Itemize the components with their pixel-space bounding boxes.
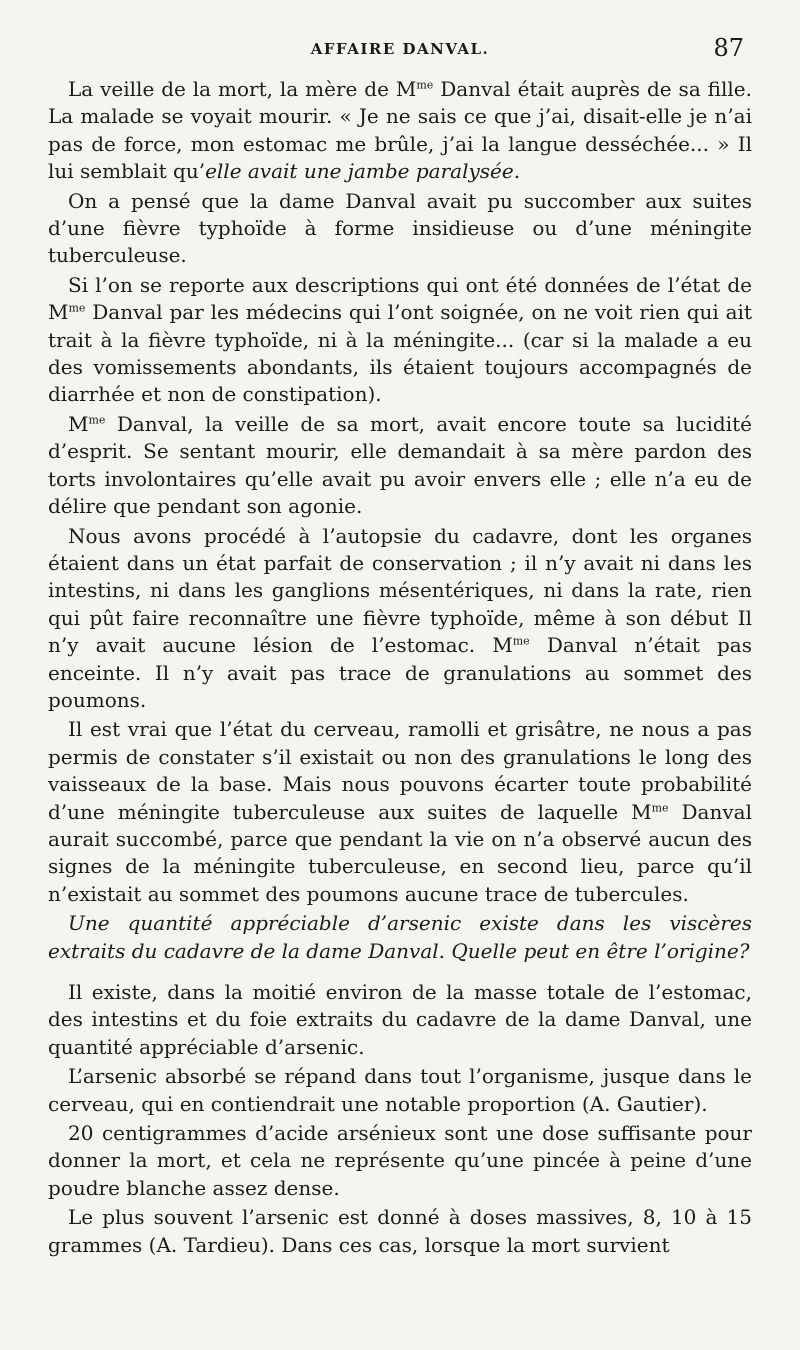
paragraph <box>48 188 752 270</box>
paragraph <box>48 76 752 186</box>
paragraph <box>48 272 752 409</box>
text-run: Danval, la veille de sa mort, avait encore toute sa lucidité d’esprit. Se sentant mourir, elle demandait à sa mère pardon des torts involontaires qu’elle avait pu avoir envers elle ; elle n’a eu de délire que pendant son agonie. <box>48 411 752 519</box>
superscript: me <box>88 413 106 427</box>
text-run: Nous avons procédé à l’autopsie du cadavre, dont les organes étaient dans un état parfait de conservation ; il n’y avait ni dans les intestins, ni dans les ganglions mésentériques, ni dans la rate, rien qui pût faire reconnaître une fièvre typhoïde, même à son début Il n’y avait aucune lésion de l’estomac. M <box>48 523 752 658</box>
paragraph <box>48 1063 752 1118</box>
text-run: Il existe, dans la moitié environ de la masse totale de l’estomac, des intestins et du foie extraits du cadavre de la dame Danval, une quantité appréciable d’arsenic. <box>48 980 752 1059</box>
text-run: L’arsenic absorbé se répand dans tout l’organisme, jusque dans le cerveau, qui en contiendrait une notable proportion (A. Gautier). <box>48 1064 752 1116</box>
superscript: me <box>512 634 530 648</box>
text-run: Le plus souvent l’arsenic est donné à doses massives, 8, 10 à 15 grammes (A. Tardieu). Dans ces cas, lorsque la mort survient <box>48 1205 752 1257</box>
paragraph <box>48 1120 752 1202</box>
paragraph <box>48 716 752 908</box>
paragraph <box>48 1204 752 1259</box>
running-head <box>48 36 752 76</box>
text-run: Danval n’était pas enceinte. Il n’y avait pas trace de granulations au sommet des poumons. <box>48 633 752 712</box>
text-run: M <box>68 411 89 436</box>
text-run: 20 centigrammes d’acide arsénieux sont une dose suffisante pour donner la mort, et cela ne représente qu’une pincée à peine d’une poudre blanche assez dense. <box>48 1121 752 1200</box>
text-run: Il est vrai que l’état du cerveau, ramolli et grisâtre, ne nous a pas permis de constater s’il existait ou non des granulations le long des vaisseaux de la base. Mais nous pouvons écarter toute probabilité d’une méningite tuberculeuse aux suites de laquelle M <box>48 717 752 824</box>
text-run: La veille de la mort, la mère de M <box>68 77 417 101</box>
paragraph <box>48 523 752 715</box>
text-run: Danval par les médecins qui l’ont soignée, on ne voit rien qui ait trait à la fièvre typhoïde, ni à la méningite... (car si la malade a eu des vomissements abondants, ils étaient toujours accompagnés de diarrhée et non de constipation). <box>48 300 752 407</box>
superscript: me <box>651 800 669 814</box>
text-run: Si l’on se reporte aux descriptions qui ont été données de l’état de M <box>48 272 752 325</box>
paragraph <box>48 979 752 1061</box>
italic-text: Une quantité appréciable d’arsenic existe dans les viscères extraits du cadavre de la dame Danval. Quelle peut en être l’origine? <box>48 911 752 963</box>
text-run: Danval était auprès de sa fille. La malade se voyait mourir. « Je ne sais ce que j’ai, disait-elle je n’ai pas de force, mon estomac me brûle, j’ai la langue desséchée... » Il lui semblait qu’ <box>48 77 752 184</box>
superscript: me <box>416 78 434 92</box>
text-run: Danval aurait succombé, parce que pendant la vie on n’a observé aucun des signes de la méningite tuberculeuse, en second lieu, parce qu’il n’existait au sommet des poumons aucune trace de tubercules. <box>48 799 752 906</box>
section-heading-question <box>48 910 752 965</box>
page-number: 87 <box>713 34 744 62</box>
paragraph <box>48 411 752 521</box>
page-body <box>48 76 752 1259</box>
text-run: On a pensé que la dame Danval avait pu succomber aux suites d’une fièvre typhoïde à forme insidieuse ou d’une méningite tuberculeuse. <box>48 188 752 268</box>
superscript: me <box>68 301 86 315</box>
running-title: AFFAIRE DANVAL. <box>310 40 490 58</box>
italic-text: elle avait une jambe paralysée. <box>205 159 521 184</box>
